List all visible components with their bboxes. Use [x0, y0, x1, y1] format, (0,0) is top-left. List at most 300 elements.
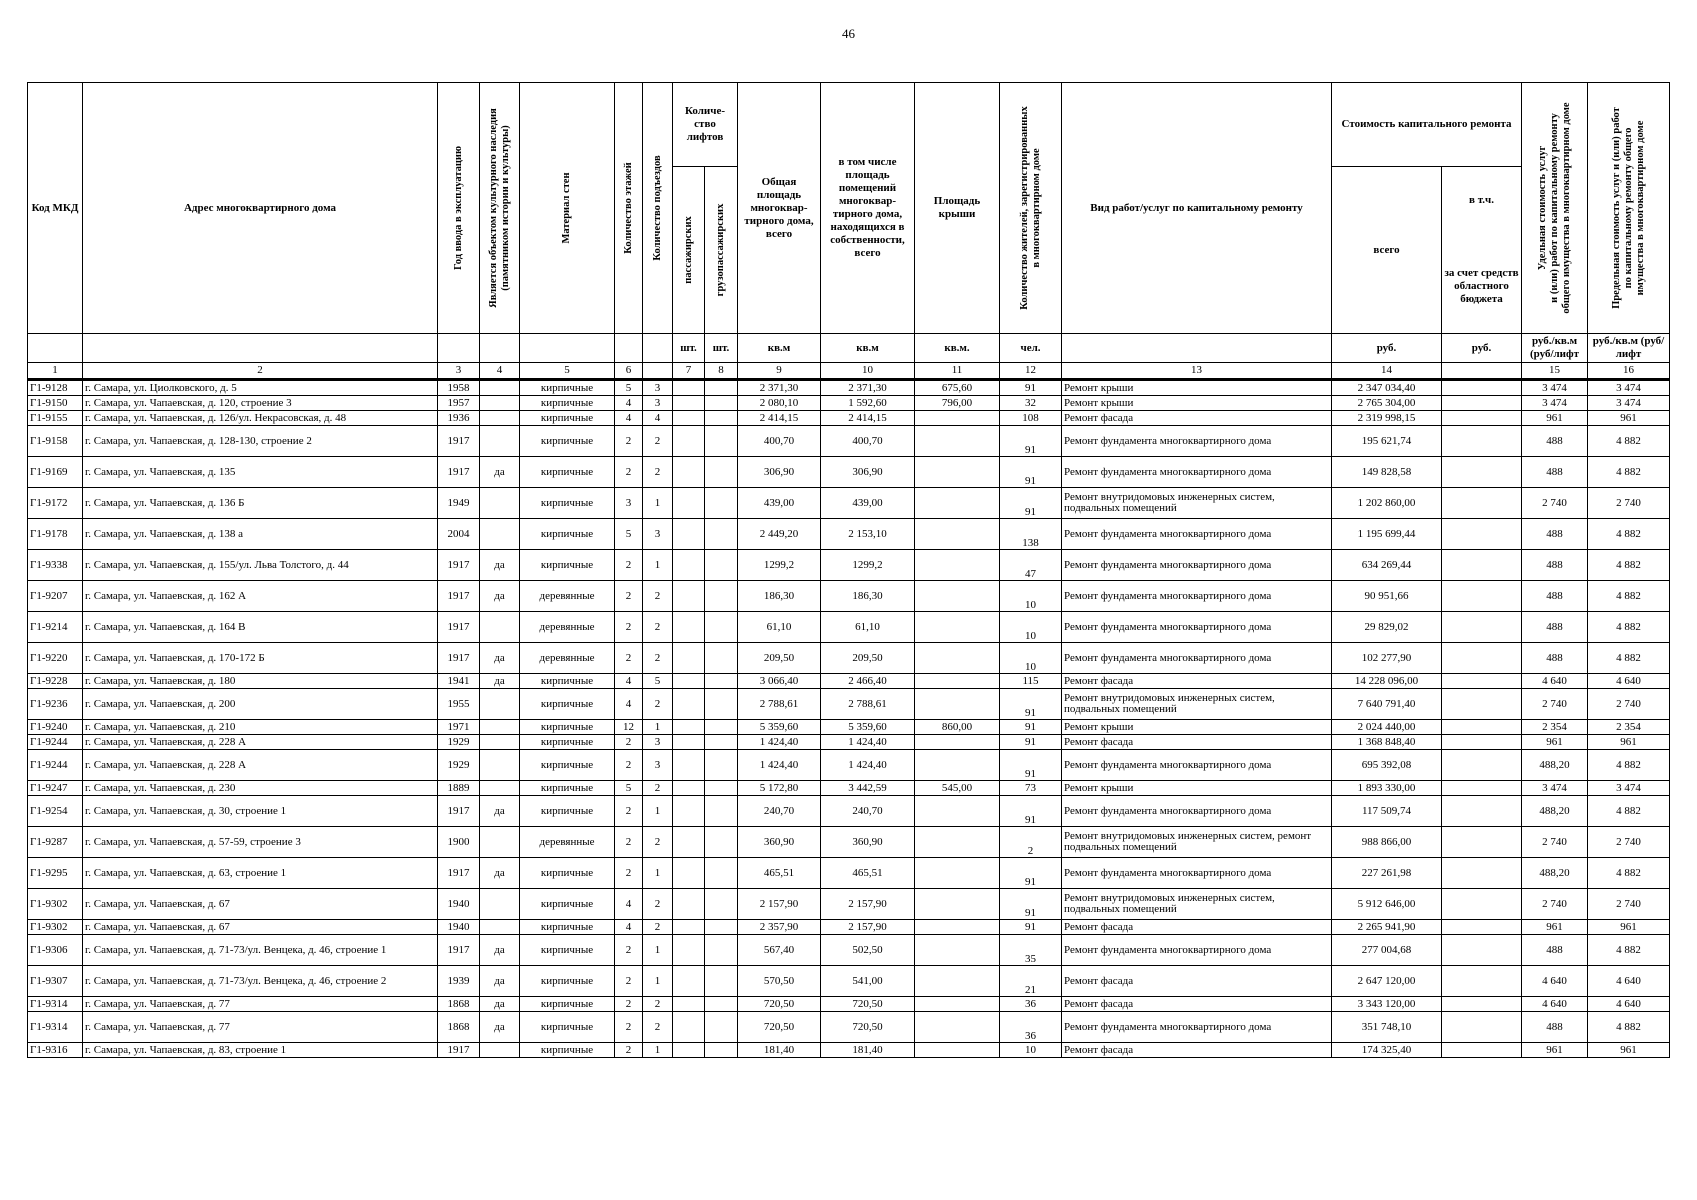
cell-owned-area: 2 466,40	[821, 674, 915, 689]
cell-material: деревянные	[520, 827, 615, 858]
cell-lifts-passenger	[673, 1043, 705, 1058]
cell-code: Г1-9207	[28, 581, 83, 612]
table-row	[28, 796, 1670, 827]
cell-address: г. Самара, ул. Чапаевская, д. 67	[83, 920, 438, 935]
cell-year: 1868	[438, 997, 480, 1012]
cell-cost-regional	[1442, 488, 1522, 519]
cell-material: кирпичные	[520, 858, 615, 889]
cell-code: Г1-9240	[28, 720, 83, 735]
cell-lifts-passenger	[673, 612, 705, 643]
cell-lifts-cargo	[705, 935, 738, 966]
cell-owned-area: 541,00	[821, 966, 915, 997]
table-body	[28, 380, 1670, 1058]
cell-address: г. Самара, ул. Циолковского, д. 5	[83, 380, 438, 396]
cell-floors: 2	[615, 997, 643, 1012]
header-lifts-passenger	[673, 167, 705, 334]
cell-lifts-passenger	[673, 689, 705, 720]
header-owned-area: в том числе площадь помещений многоквар-тирного дома, находящихся в собственности, всего	[821, 83, 915, 334]
table-row	[28, 1043, 1670, 1058]
cell-cost-total: 1 893 330,00	[1332, 781, 1442, 796]
cell-unit-cost: 488	[1522, 935, 1588, 966]
cell-cost-regional	[1442, 674, 1522, 689]
cell-max-cost: 4 640	[1588, 674, 1670, 689]
header-cost-regional: за счет средств областного бюджета	[1444, 267, 1519, 305]
cell-floors: 12	[615, 720, 643, 735]
cell-heritage	[480, 781, 520, 796]
cell-roof-area: 796,00	[915, 396, 1000, 411]
cell-total-area: 360,90	[738, 827, 821, 858]
cell-residents: 91	[1000, 920, 1062, 935]
table-row	[28, 488, 1670, 519]
cell-total-area: 306,90	[738, 457, 821, 488]
cell-address: г. Самара, ул. Чапаевская, д. 228 А	[83, 735, 438, 750]
cell-code: Г1-9178	[28, 519, 83, 550]
cell-unit-cost: 961	[1522, 735, 1588, 750]
cell-cost-total: 634 269,44	[1332, 550, 1442, 581]
cell-total-area: 209,50	[738, 643, 821, 674]
cell-heritage	[480, 426, 520, 457]
cell-address: г. Самара, ул. Чапаевская, д. 77	[83, 997, 438, 1012]
cell-material: кирпичные	[520, 997, 615, 1012]
column-number: 3	[438, 363, 480, 380]
cell-cost-regional	[1442, 750, 1522, 781]
cell-roof-area	[915, 426, 1000, 457]
cell-max-cost: 4 882	[1588, 581, 1670, 612]
cell-cost-regional	[1442, 519, 1522, 550]
cell-roof-area	[915, 457, 1000, 488]
cell-lifts-cargo	[705, 612, 738, 643]
cell-lifts-cargo	[705, 750, 738, 781]
cell-floors: 4	[615, 689, 643, 720]
column-number: 9	[738, 363, 821, 380]
table-row	[28, 674, 1670, 689]
cell-material: кирпичные	[520, 396, 615, 411]
cell-work-type: Ремонт крыши	[1062, 380, 1332, 396]
cell-lifts-passenger	[673, 920, 705, 935]
table-row	[28, 457, 1670, 488]
cell-max-cost: 961	[1588, 1043, 1670, 1058]
unit-unit-cost: руб./кв.м (руб/лифт	[1522, 334, 1588, 363]
cell-lifts-cargo	[705, 674, 738, 689]
cell-lifts-cargo	[705, 827, 738, 858]
cell-unit-cost: 2 740	[1522, 488, 1588, 519]
cell-code: Г1-9214	[28, 612, 83, 643]
cell-roof-area: 860,00	[915, 720, 1000, 735]
unit-residents: чел.	[1000, 334, 1062, 363]
cell-cost-total: 2 765 304,00	[1332, 396, 1442, 411]
cell-cost-regional	[1442, 380, 1522, 396]
table-row	[28, 781, 1670, 796]
cell-max-cost: 2 740	[1588, 827, 1670, 858]
header-entrances	[643, 83, 673, 334]
cell-floors: 2	[615, 550, 643, 581]
cell-code: Г1-9314	[28, 997, 83, 1012]
cell-roof-area	[915, 689, 1000, 720]
cell-residents: 91	[1000, 488, 1062, 519]
cell-max-cost: 4 882	[1588, 643, 1670, 674]
cell-code: Г1-9302	[28, 920, 83, 935]
cell-owned-area: 465,51	[821, 858, 915, 889]
unit-cost-regional: руб.	[1442, 334, 1522, 363]
header-max-cost	[1588, 83, 1670, 334]
cell-total-area: 2 157,90	[738, 889, 821, 920]
cell-residents: 91	[1000, 796, 1062, 827]
cell-owned-area: 439,00	[821, 488, 915, 519]
cell-lifts-passenger	[673, 966, 705, 997]
cell-unit-cost: 488	[1522, 457, 1588, 488]
cell-year: 2004	[438, 519, 480, 550]
cell-cost-regional	[1442, 550, 1522, 581]
cell-heritage	[480, 519, 520, 550]
cell-work-type: Ремонт фасада	[1062, 1043, 1332, 1058]
cell-unit-cost: 961	[1522, 1043, 1588, 1058]
cell-work-type: Ремонт фасада	[1062, 674, 1332, 689]
header-address: Адрес многоквартирного дома	[83, 83, 438, 334]
header-material-text: Материал стен	[561, 172, 572, 244]
cell-code: Г1-9228	[28, 674, 83, 689]
cell-year: 1917	[438, 426, 480, 457]
header-residents-line1: Количество жителей, зарегистрированных	[1018, 106, 1030, 310]
cell-max-cost: 4 882	[1588, 612, 1670, 643]
column-number: 8	[705, 363, 738, 380]
cell-work-type: Ремонт фундамента многоквартирного дома	[1062, 858, 1332, 889]
cell-address: г. Самара, ул. Чапаевская, д. 30, строение 1	[83, 796, 438, 827]
cell-lifts-cargo	[705, 426, 738, 457]
cell-roof-area	[915, 735, 1000, 750]
cell-cost-total: 2 347 034,40	[1332, 380, 1442, 396]
cell-total-area: 720,50	[738, 997, 821, 1012]
cell-residents: 115	[1000, 674, 1062, 689]
cell-address: г. Самара, ул. Чапаевская, д. 210	[83, 720, 438, 735]
header-floors-text: Количество этажей	[622, 162, 634, 254]
cell-cost-total: 149 828,58	[1332, 457, 1442, 488]
cell-heritage: да	[480, 966, 520, 997]
cell-material: кирпичные	[520, 457, 615, 488]
cell-max-cost: 4 882	[1588, 796, 1670, 827]
table-row	[28, 426, 1670, 457]
table-row	[28, 519, 1670, 550]
cell-floors: 2	[615, 735, 643, 750]
cell-unit-cost: 488	[1522, 612, 1588, 643]
cell-total-area: 61,10	[738, 612, 821, 643]
cell-roof-area	[915, 920, 1000, 935]
cell-year: 1917	[438, 935, 480, 966]
cell-year: 1958	[438, 380, 480, 396]
cell-lifts-passenger	[673, 674, 705, 689]
unit-owned-area: кв.м	[821, 334, 915, 363]
column-number: 4	[480, 363, 520, 380]
cell-roof-area	[915, 997, 1000, 1012]
header-cost-total: всего	[1332, 167, 1442, 334]
cell-entrances: 2	[643, 426, 673, 457]
header-units-row	[28, 334, 1670, 363]
cell-unit-cost: 961	[1522, 411, 1588, 426]
cell-residents: 10	[1000, 612, 1062, 643]
cell-max-cost: 961	[1588, 411, 1670, 426]
cell-lifts-cargo	[705, 966, 738, 997]
cell-code: Г1-9169	[28, 457, 83, 488]
cell-owned-area: 400,70	[821, 426, 915, 457]
unit-roof-area: кв.м.	[915, 334, 1000, 363]
cell-residents: 2	[1000, 827, 1062, 858]
cell-entrances: 2	[643, 920, 673, 935]
cell-roof-area	[915, 612, 1000, 643]
cell-address: г. Самара, ул. Чапаевская, д. 180	[83, 674, 438, 689]
cell-lifts-cargo	[705, 920, 738, 935]
cell-owned-area: 1 424,40	[821, 735, 915, 750]
cell-heritage	[480, 396, 520, 411]
column-number	[1442, 363, 1522, 380]
cell-address: г. Самара, ул. Чапаевская, д. 120, строение 3	[83, 396, 438, 411]
cell-residents: 91	[1000, 858, 1062, 889]
header-lifts-cargo	[705, 167, 738, 334]
cell-total-area: 2 414,15	[738, 411, 821, 426]
table-row	[28, 581, 1670, 612]
cell-max-cost: 961	[1588, 920, 1670, 935]
cell-material: кирпичные	[520, 1043, 615, 1058]
unit-material	[520, 334, 615, 363]
cell-year: 1929	[438, 750, 480, 781]
header-heritage	[480, 83, 520, 334]
cell-year: 1940	[438, 889, 480, 920]
cell-cost-total: 29 829,02	[1332, 612, 1442, 643]
cell-address: г. Самара, ул. Чапаевская, д. 71-73/ул. Венцека, д. 46, строение 1	[83, 935, 438, 966]
cell-max-cost: 4 882	[1588, 426, 1670, 457]
cell-owned-area: 502,50	[821, 935, 915, 966]
column-number: 6	[615, 363, 643, 380]
cell-lifts-cargo	[705, 581, 738, 612]
cell-material: кирпичные	[520, 796, 615, 827]
cell-entrances: 3	[643, 735, 673, 750]
cell-entrances: 2	[643, 581, 673, 612]
cell-cost-total: 2 647 120,00	[1332, 966, 1442, 997]
cell-roof-area	[915, 581, 1000, 612]
unit-lifts-cargo: шт.	[705, 334, 738, 363]
cell-cost-regional	[1442, 612, 1522, 643]
cell-cost-regional	[1442, 889, 1522, 920]
cell-roof-area	[915, 966, 1000, 997]
cell-cost-total: 277 004,68	[1332, 935, 1442, 966]
cell-lifts-passenger	[673, 889, 705, 920]
header-max-cost-text	[1611, 107, 1647, 309]
cell-residents: 36	[1000, 1012, 1062, 1043]
cell-lifts-passenger	[673, 426, 705, 457]
cell-cost-regional	[1442, 411, 1522, 426]
column-number: 15	[1522, 363, 1588, 380]
unit-total-area: кв.м	[738, 334, 821, 363]
unit-work-type	[1062, 334, 1332, 363]
cell-total-area: 567,40	[738, 935, 821, 966]
header-max-cost-line3: имущества в многоквартирном доме	[1634, 120, 1646, 296]
cell-code: Г1-9155	[28, 411, 83, 426]
cell-max-cost: 3 474	[1588, 781, 1670, 796]
header-year	[438, 83, 480, 334]
cell-lifts-passenger	[673, 581, 705, 612]
cell-year: 1940	[438, 920, 480, 935]
cell-total-area: 720,50	[738, 1012, 821, 1043]
cell-address: г. Самара, ул. Чапаевская, д. 126/ул. Некрасовская, д. 48	[83, 411, 438, 426]
cell-max-cost: 4 882	[1588, 1012, 1670, 1043]
cell-year: 1939	[438, 966, 480, 997]
cell-total-area: 1 424,40	[738, 735, 821, 750]
cell-heritage	[480, 689, 520, 720]
cell-unit-cost: 488	[1522, 643, 1588, 674]
cell-floors: 2	[615, 935, 643, 966]
cell-lifts-passenger	[673, 488, 705, 519]
cell-work-type: Ремонт фундамента многоквартирного дома	[1062, 550, 1332, 581]
cell-cost-total: 2 319 998,15	[1332, 411, 1442, 426]
cell-total-area: 3 066,40	[738, 674, 821, 689]
cell-owned-area: 181,40	[821, 1043, 915, 1058]
cell-lifts-passenger	[673, 643, 705, 674]
cell-cost-total: 1 195 699,44	[1332, 519, 1442, 550]
table-row	[28, 735, 1670, 750]
cell-cost-total: 227 261,98	[1332, 858, 1442, 889]
cell-work-type: Ремонт фундамента многоквартирного дома	[1062, 426, 1332, 457]
column-number: 10	[821, 363, 915, 380]
cell-lifts-passenger	[673, 858, 705, 889]
cell-lifts-cargo	[705, 889, 738, 920]
unit-address	[83, 334, 438, 363]
header-cost-incl: в т.ч.	[1469, 194, 1494, 206]
cell-owned-area: 2 414,15	[821, 411, 915, 426]
cell-owned-area: 61,10	[821, 612, 915, 643]
cell-lifts-passenger	[673, 997, 705, 1012]
header-unit-cost-line1: Удельная стоимость услуг	[1536, 145, 1548, 271]
cell-floors: 5	[615, 380, 643, 396]
cell-work-type: Ремонт фундамента многоквартирного дома	[1062, 1012, 1332, 1043]
cell-unit-cost: 488,20	[1522, 858, 1588, 889]
cell-material: кирпичные	[520, 720, 615, 735]
cell-owned-area: 720,50	[821, 1012, 915, 1043]
cell-roof-area	[915, 796, 1000, 827]
cell-residents: 10	[1000, 643, 1062, 674]
cell-floors: 2	[615, 426, 643, 457]
cell-total-area: 5 359,60	[738, 720, 821, 735]
cell-owned-area: 240,70	[821, 796, 915, 827]
cell-lifts-cargo	[705, 550, 738, 581]
cell-address: г. Самара, ул. Чапаевская, д. 228 А	[83, 750, 438, 781]
cell-address: г. Самара, ул. Чапаевская, д. 135	[83, 457, 438, 488]
header-work-type: Вид работ/услуг по капитальному ремонту	[1062, 83, 1332, 334]
column-number: 5	[520, 363, 615, 380]
cell-material: кирпичные	[520, 750, 615, 781]
cell-residents: 108	[1000, 411, 1062, 426]
cell-unit-cost: 2 740	[1522, 827, 1588, 858]
cell-heritage: да	[480, 997, 520, 1012]
cell-total-area: 2 449,20	[738, 519, 821, 550]
cell-code: Г1-9302	[28, 889, 83, 920]
cell-code: Г1-9172	[28, 488, 83, 519]
header-heritage-line2: (памятником истории и культуры)	[499, 125, 511, 291]
header-residents-text	[1019, 106, 1043, 309]
cell-cost-total: 351 748,10	[1332, 1012, 1442, 1043]
cell-floors: 4	[615, 674, 643, 689]
cell-residents: 36	[1000, 997, 1062, 1012]
cell-work-type: Ремонт крыши	[1062, 396, 1332, 411]
cell-cost-total: 7 640 791,40	[1332, 689, 1442, 720]
cell-total-area: 5 172,80	[738, 781, 821, 796]
cell-year: 1917	[438, 1043, 480, 1058]
unit-heritage	[480, 334, 520, 363]
table-row	[28, 997, 1670, 1012]
unit-entrances	[643, 334, 673, 363]
cell-cost-regional	[1442, 827, 1522, 858]
cell-address: г. Самара, ул. Чапаевская, д. 162 А	[83, 581, 438, 612]
cell-material: деревянные	[520, 581, 615, 612]
cell-entrances: 2	[643, 997, 673, 1012]
cell-residents: 91	[1000, 889, 1062, 920]
column-number: 14	[1332, 363, 1442, 380]
cell-material: кирпичные	[520, 550, 615, 581]
cell-material: кирпичные	[520, 689, 615, 720]
cell-residents: 10	[1000, 581, 1062, 612]
cell-cost-regional	[1442, 643, 1522, 674]
header-material	[520, 83, 615, 334]
cell-cost-total: 174 325,40	[1332, 1043, 1442, 1058]
cell-max-cost: 2 740	[1588, 889, 1670, 920]
cell-lifts-passenger	[673, 781, 705, 796]
cell-cost-regional	[1442, 997, 1522, 1012]
cell-cost-regional	[1442, 858, 1522, 889]
cell-total-area: 1 424,40	[738, 750, 821, 781]
page-number: 46	[842, 26, 855, 41]
cell-material: деревянные	[520, 643, 615, 674]
cell-code: Г1-9244	[28, 735, 83, 750]
header-heritage-line1: Является объектом культурного наследия	[487, 108, 499, 308]
cell-residents: 91	[1000, 380, 1062, 396]
cell-work-type: Ремонт внутридомовых инженерных систем, подвальных помещений	[1062, 889, 1332, 920]
cell-owned-area: 1299,2	[821, 550, 915, 581]
cell-owned-area: 306,90	[821, 457, 915, 488]
cell-max-cost: 2 354	[1588, 720, 1670, 735]
header-lifts-passenger-text: пассажирских	[682, 216, 694, 284]
unit-floors	[615, 334, 643, 363]
cell-cost-total: 102 277,90	[1332, 643, 1442, 674]
cell-entrances: 4	[643, 411, 673, 426]
cell-cost-total: 3 343 120,00	[1332, 997, 1442, 1012]
cell-entrances: 1	[643, 488, 673, 519]
cell-lifts-passenger	[673, 411, 705, 426]
cell-cost-regional	[1442, 720, 1522, 735]
cell-cost-total: 195 621,74	[1332, 426, 1442, 457]
header-code: Код МКД	[28, 83, 83, 334]
cell-cost-regional	[1442, 581, 1522, 612]
cell-max-cost: 2 740	[1588, 488, 1670, 519]
cell-heritage	[480, 612, 520, 643]
cell-work-type: Ремонт фундамента многоквартирного дома	[1062, 935, 1332, 966]
cell-unit-cost: 4 640	[1522, 997, 1588, 1012]
cell-total-area: 2 788,61	[738, 689, 821, 720]
cell-unit-cost: 3 474	[1522, 380, 1588, 396]
cell-code: Г1-9254	[28, 796, 83, 827]
cell-address: г. Самара, ул. Чапаевская, д. 67	[83, 889, 438, 920]
cell-code: Г1-9316	[28, 1043, 83, 1058]
cell-heritage: да	[480, 935, 520, 966]
cell-residents: 32	[1000, 396, 1062, 411]
table-row	[28, 643, 1670, 674]
cell-heritage	[480, 720, 520, 735]
column-number: 16	[1588, 363, 1670, 380]
cell-cost-regional	[1442, 966, 1522, 997]
cell-max-cost: 4 882	[1588, 519, 1670, 550]
cell-cost-regional	[1442, 426, 1522, 457]
cell-unit-cost: 2 740	[1522, 889, 1588, 920]
cell-work-type: Ремонт фасада	[1062, 411, 1332, 426]
cell-floors: 2	[615, 966, 643, 997]
cell-code: Г1-9150	[28, 396, 83, 411]
cell-owned-area: 2 371,30	[821, 380, 915, 396]
